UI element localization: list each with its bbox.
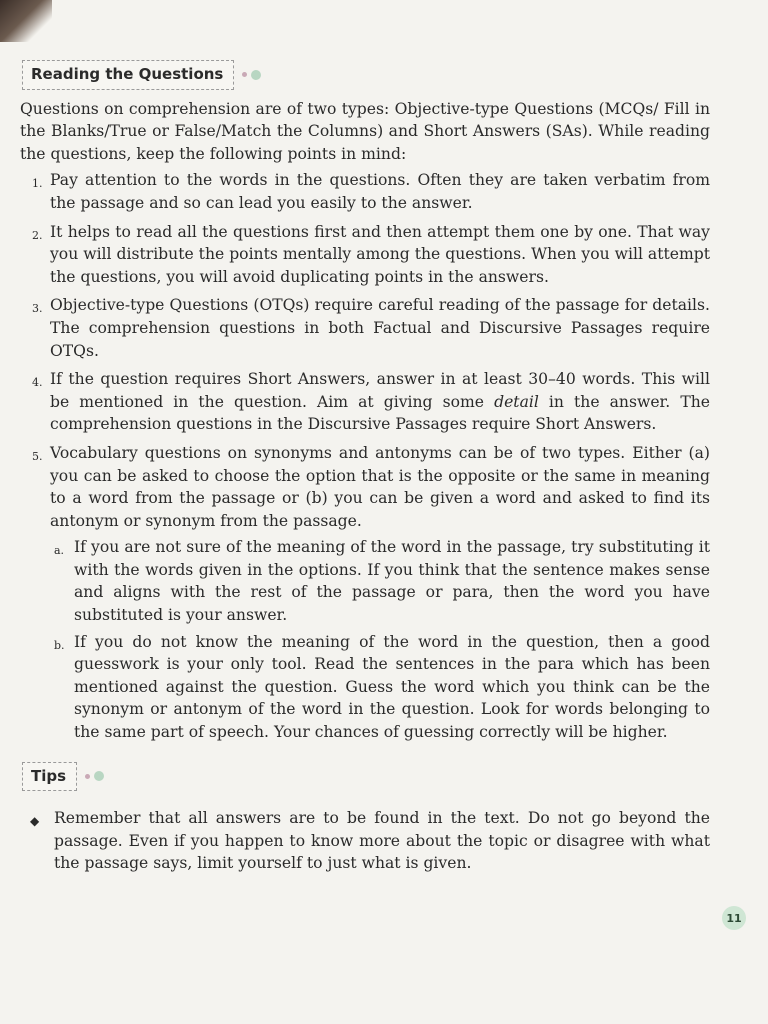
green-dot-icon	[251, 70, 261, 80]
sub-item-text: If you do not know the meaning of the word in the question, then a good guesswork is your only tool. Read the sentences in the para which has been mentioned against the question. Guess the word which you think can be the synonym or antonym of the word in the question. Look for words belonging to the same part of speech. Your chances of guessing correctly will be higher.	[74, 632, 710, 742]
tip-item	[30, 807, 710, 875]
sub-item-text: If you are not sure of the meaning of the word in the passage, try substituting it with the words given in the options. If you think that the sentence makes sense and aligns with the rest of the passage or para, then the word you have substituted is your answer.	[74, 538, 710, 625]
list-item	[20, 169, 710, 214]
sub-item	[54, 631, 710, 744]
diamond-bullet-icon: ◆	[30, 814, 40, 829]
point-text-part: in the answer. The comprehension questions in the Discursive Passages require Short Answers.	[50, 392, 710, 434]
section-heading-row	[22, 60, 710, 90]
sub-item-letter: a.	[54, 544, 65, 558]
point-number: 5.	[32, 449, 43, 463]
list-item	[20, 368, 710, 436]
tips-heading-row	[22, 762, 710, 792]
point-text: Pay attention to the words in the questions. Often they are taken verbatim from the passage and so can lead you easily to the answer.	[50, 171, 710, 212]
tip-text: Remember that all answers are to be found in the text. Do not go beyond the passage. Even if you happen to know more about the topic or disagree with what the passage says, limit yourself to just what is given.	[54, 809, 710, 873]
green-dot-icon	[94, 771, 104, 781]
page-number: 11	[722, 906, 746, 930]
point-number: 4.	[32, 376, 43, 390]
tips-heading: Tips	[22, 762, 77, 792]
pink-dot-icon	[242, 72, 247, 77]
photo-corner-shadow	[0, 0, 52, 42]
heading-decoration-icon	[242, 70, 261, 80]
point-text	[50, 368, 710, 436]
page-content	[20, 60, 710, 875]
sub-item	[54, 536, 710, 626]
points-list	[20, 169, 710, 743]
point-text: Vocabulary questions on synonyms and antonyms can be of two types. Either (a) you can be asked to choose the option that is the opposite or the same in meaning to a word from the passage or (b) you can be given a word and asked to find its antonym or synonym from the passage.	[50, 443, 710, 530]
point-number: 2.	[32, 228, 43, 242]
list-item	[20, 442, 710, 744]
tips-decoration-icon	[85, 771, 104, 781]
point-body	[50, 442, 710, 744]
intro-paragraph: Questions on comprehension are of two types: Objective-type Questions (MCQs/ Fill in the Blanks/True or False/Match the Columns) and Short Answers (SAs). While reading the questions, keep the following points in mind:	[20, 99, 710, 163]
point-number: 3.	[32, 302, 43, 316]
point-text: It helps to read all the questions first and then attempt them one by one. That way you will distribute the points mentally among the questions. When you will attempt the questions, you will avoid duplicating points in the answers.	[50, 222, 710, 286]
pink-dot-icon	[85, 774, 90, 779]
point-text-part: If the question requires Short Answers, answer in at least 30–40 words. This will be mentioned in the question. Aim at giving some	[50, 370, 710, 411]
point-number: 1.	[32, 177, 43, 191]
list-item	[20, 221, 710, 289]
sub-item-letter: b.	[54, 638, 65, 652]
point-text: Objective-type Questions (OTQs) require careful reading of the passage for details. The comprehension questions in both Factual and Discursive Passages require OTQs.	[50, 296, 710, 360]
section-heading: Reading the Questions	[22, 60, 234, 90]
list-item	[20, 294, 710, 362]
point-text-italic: detail	[494, 392, 539, 411]
